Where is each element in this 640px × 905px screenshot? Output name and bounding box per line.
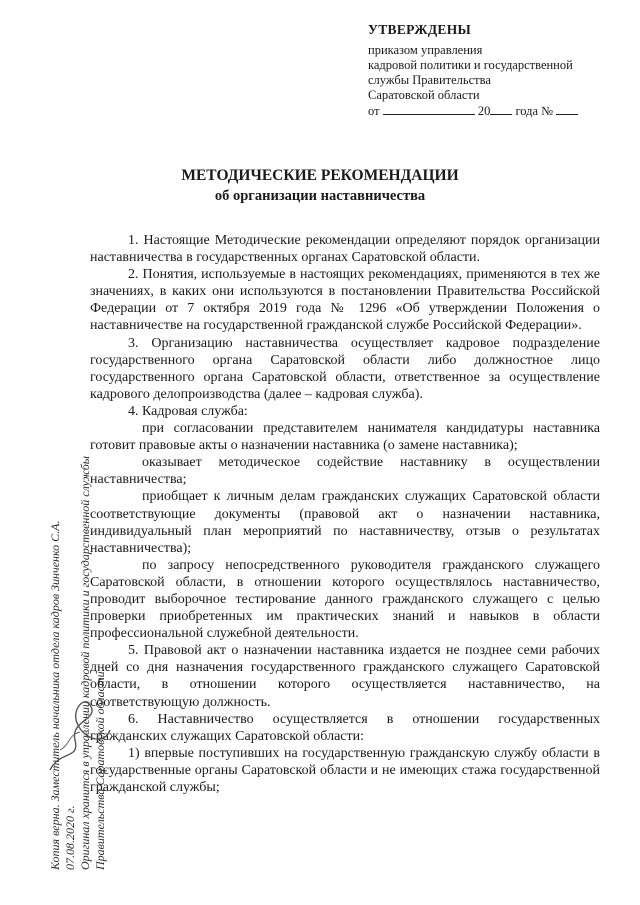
stamp-line-1: Копия верна. Заместитель начальника отдела кадров Зинченко С.А. bbox=[48, 520, 62, 870]
document-title: МЕТОДИЧЕСКИЕ РЕКОМЕНДАЦИИ bbox=[181, 167, 459, 184]
approval-title: УТВЕРЖДЕНЫ bbox=[368, 22, 472, 37]
approval-line-4: Саратовской области bbox=[368, 88, 480, 102]
approval-line-1: приказом управления bbox=[368, 43, 483, 57]
paragraph-4-item-1: при согласовании представителем нанимателя кандидатуры наставника готовит правовые акты о назначении наставника (о замене наставника); bbox=[90, 421, 600, 454]
approval-line-3: службы Правительства bbox=[368, 73, 491, 87]
approval-line-2: кадровой политики и государственной bbox=[368, 58, 573, 72]
paragraph-4-item-3: приобщает к личным делам гражданских служащих Саратовской области соответствующие документы (правовой акт о назначении наставника, индивидуальный план мероприятий по наставничеству, отзыв о результатах наставничества); bbox=[90, 489, 600, 556]
stamp-line-4: Правительства Саратовской области. bbox=[93, 668, 107, 870]
approval-year-prefix: 20 bbox=[477, 104, 491, 118]
document-body bbox=[90, 232, 600, 796]
paragraph-4: 4. Кадровая служба: bbox=[128, 403, 248, 419]
paragraph-6: 6. Наставничество осуществляется в отношении государственных гражданских служащих Саратовской области: bbox=[90, 711, 600, 744]
certification-stamp bbox=[48, 380, 107, 870]
approval-number-prefix: года № bbox=[515, 104, 554, 118]
handwritten-signature bbox=[40, 690, 120, 780]
paragraph-3: 3. Организацию наставничества осуществляет кадровое подразделение государственного органа Саратовской области либо должностное лицо государственного органа Саратовской области, ответственное за осуществление кадрового делопроизводства (далее – кадровая служба). bbox=[90, 335, 600, 402]
certification-stamp-text bbox=[48, 380, 108, 870]
approval-date-prefix: от bbox=[368, 104, 380, 118]
approval-year-blank bbox=[490, 103, 512, 115]
paragraph-4-item-4: по запросу непосредственного руководителя гражданского служащего Саратовской области, в отношении которого осуществлялось наставничество, проводит выборочное тестирование данного гражданского служащего с целью проверки приобретенных им практических знаний и навыков в области профессиональной служебной деятельности. bbox=[90, 557, 600, 642]
paragraph-2: 2. Понятия, используемые в настоящих рекомендациях, применяются в тех же значениях, в каких они используются в постановлении Правительства Российской Федерации от 7 октября 2019 года № 1296 «Об утверждении Положения о наставничестве на государственной гражданской службе Российской Федерации». bbox=[90, 267, 600, 334]
paragraph-5: 5. Правовой акт о назначении наставника издается не позднее семи рабочих дней со дня назначения государственного гражданского служащего Саратовской области, в отношении которого осуществляется наставничество, на соответствующую должность. bbox=[90, 643, 600, 710]
paragraph-1: 1. Настоящие Методические рекомендации определяют порядок организации наставничества в государственных органах Саратовской области. bbox=[90, 233, 600, 266]
paragraph-6-item-1: 1) впервые поступивших на государственную гражданскую службу области в государственные органы Саратовской области и не имеющих стажа государственной гражданской службы; bbox=[90, 745, 600, 795]
approval-number-blank bbox=[556, 103, 578, 115]
paragraph-4-item-2: оказывает методическое содействие наставнику в осуществлении наставничества; bbox=[90, 455, 600, 488]
approval-date-line bbox=[368, 103, 618, 119]
approval-date-blank bbox=[383, 103, 475, 115]
approval-block bbox=[368, 22, 618, 119]
stamp-line-3: Оригинал хранится в управлении кадровой политики и государственной службы bbox=[78, 456, 92, 870]
stamp-line-2: 07.08.2020 г. bbox=[63, 805, 77, 870]
document-subtitle: об организации наставничества bbox=[214, 188, 426, 204]
document-heading bbox=[0, 166, 640, 206]
